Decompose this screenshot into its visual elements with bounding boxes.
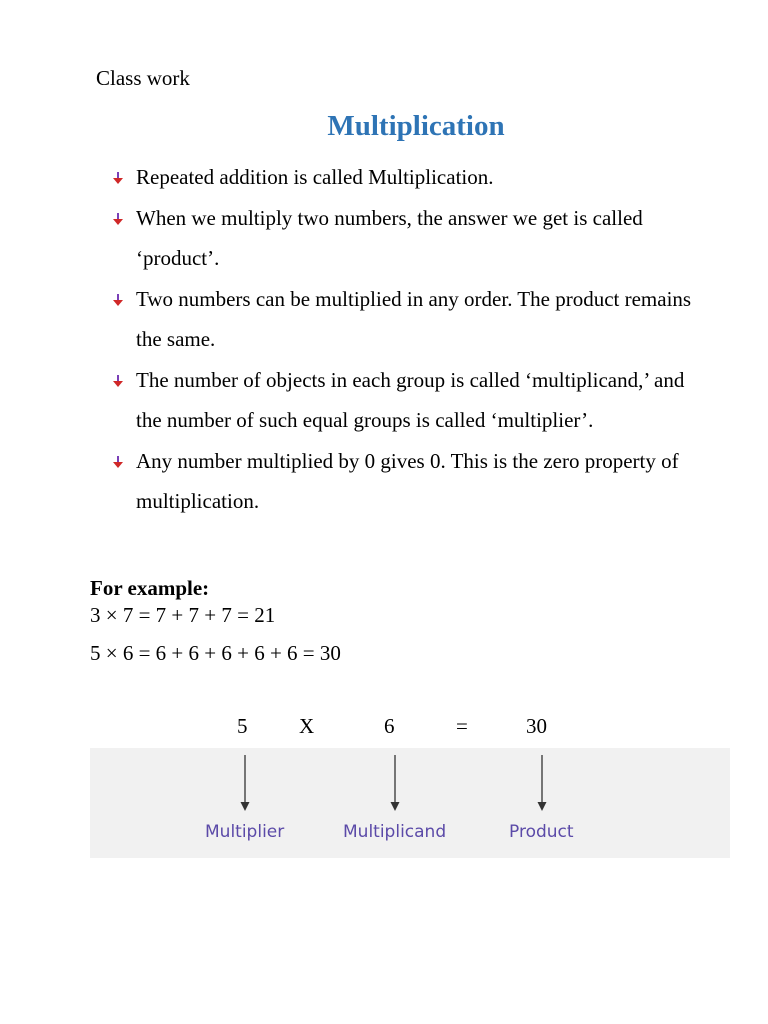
bullet-text: When we multiply two numbers, the answer we get is called ‘product’.	[136, 205, 643, 270]
multiplicand-label: Multiplicand	[343, 822, 447, 842]
multiplier-arrow-icon	[241, 755, 250, 811]
multiplicand-value: 6	[384, 714, 395, 738]
example-equation-2: 5 × 6 = 6 + 6 + 6 + 6 + 6 = 30	[90, 641, 341, 665]
bullet-text: Repeated addition is called Multiplication.	[136, 165, 494, 189]
multiplicand-arrow-icon	[391, 755, 400, 811]
example-equation-1: 3 × 7 = 7 + 7 + 7 = 21	[90, 603, 276, 627]
product-value: 30	[526, 714, 547, 738]
bullet-text: The number of objects in each group is called ‘multiplicand,’ and the number of such equal groups is called ‘multiplier’.	[136, 367, 685, 432]
equals-sign: =	[456, 714, 468, 738]
product-label: Product	[509, 822, 574, 842]
times-sign: X	[299, 714, 315, 738]
page-title: Multiplication	[327, 110, 505, 142]
multiplier-label: Multiplier	[205, 822, 285, 842]
multiplier-value: 5	[237, 714, 248, 738]
class-work-heading: Class work	[96, 66, 190, 90]
bullet-text: Any number multiplied by 0 gives 0. This is the zero property of multiplication.	[136, 448, 679, 513]
example-label: For example:	[90, 576, 210, 600]
product-arrow-icon	[538, 755, 547, 811]
bullet-text: Two numbers can be multiplied in any order. The product remains the same.	[136, 286, 692, 351]
